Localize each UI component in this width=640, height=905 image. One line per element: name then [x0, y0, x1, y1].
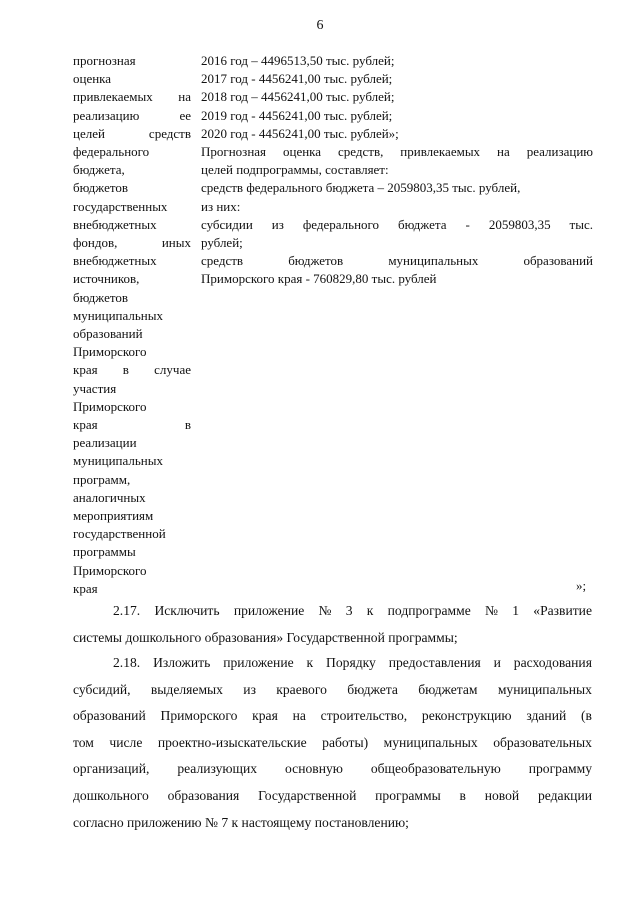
- table-label-cell: [73, 52, 191, 598]
- table-label-line: края: [73, 580, 98, 596]
- paragraph-line: 2.18. Изложить приложение к Порядку предоставления и расходования: [113, 655, 592, 670]
- table-value-cell: [201, 52, 593, 289]
- table-label-line: муниципальных: [73, 307, 164, 323]
- table-value-line: 2017 год - 4456241,00 тыс. рублей;: [201, 71, 393, 87]
- paragraph-line: дошкольного образования Государственной программы в новой редакции: [73, 787, 592, 803]
- table-label-line: программы: [73, 544, 136, 560]
- table-value-line: 2016 год – 4496513,50 тыс. рублей;: [201, 53, 395, 68]
- table-value-line: 2020 год - 4456241,00 тыс. рублей»;: [201, 125, 399, 141]
- table-value-line: средств бюджетов муниципальных образований: [201, 253, 593, 269]
- table-label-line: Приморского: [73, 562, 147, 578]
- table-value-line: средств федерального бюджета – 2059803,35 тыс. рублей,: [201, 180, 521, 196]
- table-value-line: рублей;: [201, 235, 243, 251]
- table-label-line: образований: [73, 326, 143, 342]
- table-label-line: внебюджетных: [73, 216, 157, 232]
- paragraph-2-18: [73, 650, 592, 836]
- paragraph-line: образований Приморского края на строительство, реконструкцию зданий (в: [73, 708, 592, 724]
- table-label-line: реализации: [73, 435, 137, 451]
- table-label-line: прогнозная: [73, 53, 136, 68]
- table-value-line: субсидии из федерального бюджета - 2059803,35 тыс.: [201, 216, 593, 232]
- table-label-line: внебюджетных: [73, 253, 157, 269]
- table-label-line: государственной: [73, 526, 166, 542]
- table-value-line: Приморского края - 760829,80 тыс. рублей: [201, 271, 437, 287]
- paragraph-line: системы дошкольного образования» Государственной программы;: [73, 629, 458, 645]
- paragraph-line: организаций, реализующих основную общеобразовательную программу: [73, 761, 592, 777]
- table-label-line: привлекаемых на: [73, 89, 191, 105]
- table-value-line: 2018 год – 4456241,00 тыс. рублей;: [201, 89, 395, 105]
- table-value-line: из них:: [201, 198, 241, 214]
- paragraph-2-17: [73, 598, 592, 651]
- table-label-line: целей средств: [73, 125, 191, 141]
- paragraph-line: том числе проектно-изыскательские работы) муниципальных образовательных: [73, 734, 592, 750]
- table-label-line: мероприятиям: [73, 508, 154, 524]
- table-label-line: Приморского: [73, 344, 147, 360]
- table-label-line: федерального: [73, 144, 150, 160]
- table-label-line: аналогичных: [73, 489, 146, 505]
- table-label-line: участия: [73, 380, 117, 396]
- table-label-line: муниципальных: [73, 453, 164, 469]
- table-value-line: 2019 год - 4456241,00 тыс. рублей;: [201, 107, 393, 123]
- table-label-line: бюджета,: [73, 162, 125, 178]
- page-number: 6: [316, 18, 324, 33]
- table-label-line: Приморского: [73, 398, 147, 414]
- table-label-line: реализацию ее: [73, 107, 191, 123]
- table-label-line: программ,: [73, 471, 131, 487]
- table-label-line: источников,: [73, 271, 140, 287]
- paragraph-line: согласно приложению № 7 к настоящему постановлению;: [73, 814, 409, 830]
- table-label-line: края в: [73, 417, 191, 433]
- table-label-line: фондов, иных: [73, 235, 191, 251]
- closing-quote: »;: [576, 578, 587, 593]
- paragraph-line: субсидий, выделяемых из краевого бюджета бюджетам муниципальных: [73, 681, 592, 697]
- table-value-line: Прогнозная оценка средств, привлекаемых на реализацию: [201, 144, 593, 160]
- table-label-line: оценка: [73, 71, 112, 87]
- table-label-line: края в случае: [73, 362, 191, 378]
- table-label-line: бюджетов: [73, 289, 129, 305]
- paragraph-line: 2.17. Исключить приложение № 3 к подпрограмме № 1 «Развитие: [113, 603, 592, 618]
- table-label-line: бюджетов: [73, 180, 129, 196]
- table-value-line: целей подпрограммы, составляет:: [201, 162, 389, 178]
- table-label-line: государственных: [73, 198, 168, 214]
